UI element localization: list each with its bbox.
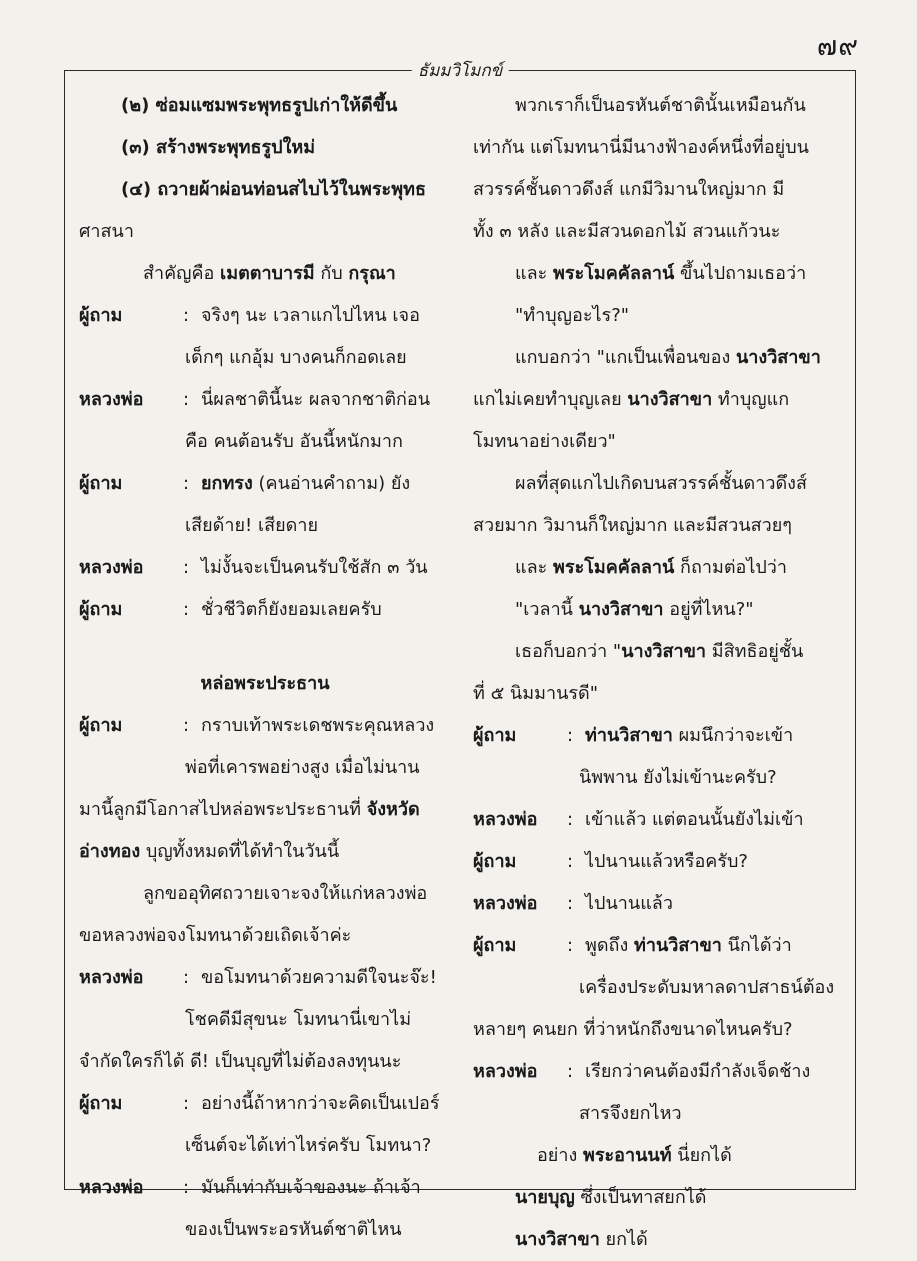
- dialogue-cont: [79, 831, 451, 873]
- dialogue-cont: [473, 1135, 841, 1177]
- spacer: [79, 631, 451, 663]
- dialogue-line: [79, 547, 451, 589]
- dialogue-text: เข้าแล้ว แต่ตอนนั้นยังไม่เข้า: [585, 809, 804, 830]
- dialogue-cont: เครื่องประดับมหาลดาปสาธน์ต้อง: [579, 977, 835, 998]
- speaker-label: หลวงพ่อ: [79, 1177, 144, 1198]
- dialogue-cont: จำกัดใครก็ได้ ดี! เป็นบุญที่ไม่ต้องลงทุนนะ: [79, 1051, 402, 1072]
- text: ยกได้: [599, 1229, 648, 1250]
- running-header: ธัมมวิโมกข์: [412, 57, 509, 84]
- text: แกไม่เคยทำบุญเลย: [473, 389, 628, 410]
- paragraph-line: [473, 547, 841, 589]
- dialogue-cont: โชคดีมีสุขนะ โมทนานี่เขาไม่: [185, 1009, 412, 1030]
- text: นี่ยกได้: [671, 1145, 732, 1166]
- dialogue-line: [79, 463, 451, 505]
- dialogue-text: ไปนานแล้ว: [585, 893, 673, 914]
- speaker-label: หลวงพ่อ: [79, 557, 144, 578]
- colon: :: [567, 851, 574, 872]
- paragraph-line: เท่ากัน แต่โมทนานี่มีนางฟ้าองค์หนึ่งที่อยู่บน: [473, 137, 809, 158]
- text: สำคัญคือ: [143, 263, 221, 284]
- bold-term: ยกทรง: [201, 473, 253, 494]
- list-item-3: (๓) สร้างพระพุทธรูปใหม่: [121, 137, 316, 158]
- speaker-label: หลวงพ่อ: [79, 967, 144, 988]
- colon: :: [183, 389, 190, 410]
- bold-term: นายบุญ: [515, 1187, 575, 1208]
- bold-term: พระโมคคัลลาน์: [553, 557, 675, 578]
- text: เธอก็บอกว่า ": [515, 641, 622, 662]
- bold-term: พระโมคคัลลาน์: [553, 263, 675, 284]
- dialogue-cont: เด็กๆ แกอุ้ม บางคนก็กอดเลย: [185, 347, 407, 368]
- dialogue-text: ขอโมทนาด้วยความดีใจนะจ๊ะ!: [201, 967, 437, 988]
- dialogue-text: อย่างนี้ถ้าหากว่าจะคิดเป็นเปอร์: [201, 1093, 440, 1114]
- paragraph-line: ผลที่สุดแกไปเกิดบนสวรรค์ชั้นดาวดึงส์: [515, 473, 807, 494]
- speaker-label: หลวงพ่อ: [473, 893, 538, 914]
- dialogue-line: [473, 883, 841, 925]
- dialogue-cont: ของเป็นพระอรหันต์ชาติไหน: [185, 1219, 402, 1240]
- bold-term: ท่านวิสาขา: [633, 935, 722, 956]
- bold-term: กรุณา: [348, 263, 396, 284]
- text: และ: [515, 263, 554, 284]
- dialogue-text: ไม่งั้นจะเป็นคนรับใช้สัก ๓ วัน: [201, 557, 428, 578]
- dialogue-cont: ขอหลวงพ่อจงโมทนาด้วยเถิดเจ้าค่ะ: [79, 925, 352, 946]
- dialogue-line: [79, 1083, 451, 1125]
- left-column: [79, 85, 451, 1251]
- text: บุญทั้งหมดที่ได้ทำในวันนี้: [140, 841, 340, 862]
- page-number: ๗๙: [816, 31, 859, 62]
- paragraph-line: "ทำบุญอะไร?": [515, 305, 630, 326]
- colon: :: [567, 893, 574, 914]
- colon: :: [183, 557, 190, 578]
- colon: :: [183, 715, 190, 736]
- speaker-label: ผู้ถาม: [79, 1093, 123, 1114]
- paragraph-line: [473, 253, 841, 295]
- dialogue-line: [473, 841, 841, 883]
- bold-term: นางวิสาขา: [578, 599, 664, 620]
- dialogue-line: [79, 705, 451, 747]
- paragraph-line: [79, 253, 451, 295]
- colon: :: [183, 1177, 190, 1198]
- bold-term: จังหวัด: [366, 799, 420, 820]
- colon: :: [567, 1061, 574, 1082]
- dialogue-text: จริงๆ นะ เวลาแกไปไหน เจอ: [201, 305, 420, 326]
- paragraph-line: พวกเราก็เป็นอรหันต์ชาตินั้นเหมือนกัน: [515, 95, 806, 116]
- dialogue-text: นี่ผลชาตินี้นะ ผลจากชาติก่อน: [201, 389, 431, 410]
- paragraph-line: ที่ ๕ นิมมานรดี": [473, 683, 599, 704]
- dialogue-text: ไปนานแล้วหรือครับ?: [585, 851, 748, 872]
- dialogue-text: กราบเท้าพระเดชพระคุณหลวง: [201, 715, 435, 736]
- speaker-label: ผู้ถาม: [79, 473, 123, 494]
- bold-term: เมตตาบารมี: [220, 263, 315, 284]
- colon: :: [183, 599, 190, 620]
- bold-term: นางวิสาขา: [627, 389, 713, 410]
- paragraph-line: [473, 631, 841, 673]
- text: มีสิทธิอยู่ชั้น: [706, 641, 804, 662]
- bold-term: พระอานนท์: [582, 1145, 672, 1166]
- dialogue-line: [473, 799, 841, 841]
- dialogue-text: เรียกว่าคนต้องมีกำลังเจ็ดช้าง: [585, 1061, 811, 1082]
- paragraph-line: [473, 337, 841, 379]
- dialogue-cont: หลายๆ คนยก ที่ว่าหนักถึงขนาดไหนครับ?: [473, 1019, 793, 1040]
- right-column: [473, 85, 841, 1261]
- colon: :: [183, 473, 190, 494]
- colon: :: [183, 967, 190, 988]
- dialogue-line: [79, 295, 451, 337]
- bold-term: นางวิสาขา: [736, 347, 821, 368]
- dialogue-line: [473, 715, 841, 757]
- paragraph-line: [473, 589, 841, 631]
- dialogue-cont: ลูกขออุทิศถวายเจาะจงให้แก่หลวงพ่อ: [143, 883, 428, 904]
- dialogue-cont: [473, 1177, 841, 1219]
- dialogue-cont: คือ คนต้อนรับ อันนี้หนักมาก: [185, 431, 403, 452]
- colon: :: [567, 935, 574, 956]
- colon: :: [567, 725, 574, 746]
- speaker-label: ผู้ถาม: [79, 305, 123, 326]
- dialogue-line: [79, 379, 451, 421]
- paragraph-line: [473, 379, 841, 421]
- colon: :: [183, 305, 190, 326]
- dialogue-text: มันก็เท่ากับเจ้าของนะ ถ้าเจ้า: [201, 1177, 421, 1198]
- text: อยู่ที่ไหน?": [663, 599, 754, 620]
- paragraph-line: สวรรค์ชั้นดาวดึงส์ แกมีวิมานใหญ่มาก มี: [473, 179, 785, 200]
- text: ซึ่งเป็นทาสยกได้: [574, 1187, 707, 1208]
- colon: :: [567, 809, 574, 830]
- bold-term: อ่างทอง: [79, 841, 141, 862]
- dialogue-text: ผมนึกว่าจะเข้า: [672, 725, 794, 746]
- content-frame: [64, 61, 856, 1250]
- text: กับ: [314, 263, 349, 284]
- dialogue-line: [79, 957, 451, 999]
- bold-term: นางวิสาขา: [621, 641, 707, 662]
- paragraph-line: ทั้ง ๓ หลัง และมีสวนดอกไม้ สวนแก้วนะ: [473, 221, 781, 242]
- speaker-label: ผู้ถาม: [79, 715, 123, 736]
- text: "เวลานี้: [515, 599, 579, 620]
- dialogue-line: [473, 1051, 841, 1093]
- section-heading: หล่อพระประธาน: [200, 673, 330, 694]
- dialogue-text: นึกได้ว่า: [721, 935, 792, 956]
- colon: :: [183, 1093, 190, 1114]
- dialogue-text: ชั่วชีวิตก็ยังยอมเลยครับ: [201, 599, 382, 620]
- text: ก็ถามต่อไปว่า: [674, 557, 788, 578]
- dialogue-cont: เสียด้าย! เสียดาย: [185, 515, 318, 536]
- text: และ: [515, 557, 554, 578]
- speaker-label: ผู้ถาม: [473, 851, 517, 872]
- dialogue-text: (คนอ่านคำถาม) ยัง: [252, 473, 411, 494]
- speaker-label: หลวงพ่อ: [79, 389, 144, 410]
- dialogue-cont: สารจึงยกไหว: [579, 1103, 682, 1124]
- dialogue-line: [473, 925, 841, 967]
- list-item-4-cont: ศาสนา: [79, 221, 134, 242]
- bold-term: ท่านวิสาขา: [585, 725, 673, 746]
- speaker-label: ผู้ถาม: [473, 935, 517, 956]
- list-item-2: (๒) ซ่อมแซมพระพุทธรูปเก่าให้ดีขึ้น: [121, 95, 398, 116]
- text: ขึ้นไปถามเธอว่า: [674, 263, 807, 284]
- speaker-label: หลวงพ่อ: [473, 809, 538, 830]
- dialogue-cont: [79, 789, 451, 831]
- dialogue-cont: นิพพาน ยังไม่เข้านะครับ?: [579, 767, 777, 788]
- dialogue-text: พูดถึง: [585, 935, 634, 956]
- dialogue-line: [79, 589, 451, 631]
- speaker-label: หลวงพ่อ: [473, 1061, 538, 1082]
- list-item-4: (๔) ถวายผ้าผ่อนท่อนสไบไว้ในพระพุทธ: [121, 179, 426, 200]
- text: อย่าง: [537, 1145, 583, 1166]
- bold-term: นางวิสาขา: [515, 1229, 600, 1250]
- dialogue-cont: พ่อที่เคารพอย่างสูง เมื่อไม่นาน: [185, 757, 420, 778]
- text: แกบอกว่า "แกเป็นเพื่อนของ: [515, 347, 736, 368]
- text: ทำบุญแก: [712, 389, 790, 410]
- paragraph-line: สวยมาก วิมานก็ใหญ่มาก และมีสวนสวยๆ: [473, 515, 792, 536]
- speaker-label: ผู้ถาม: [473, 725, 517, 746]
- text: มานี้ลูกมีโอกาสไปหล่อพระประธานที่: [79, 799, 367, 820]
- paragraph-line: โมทนาอย่างเดียว": [473, 431, 616, 452]
- dialogue-line: [79, 1167, 451, 1209]
- dialogue-cont: เซ็นต์จะได้เท่าไหร่ครับ โมทนา?: [185, 1135, 432, 1156]
- speaker-label: ผู้ถาม: [79, 599, 123, 620]
